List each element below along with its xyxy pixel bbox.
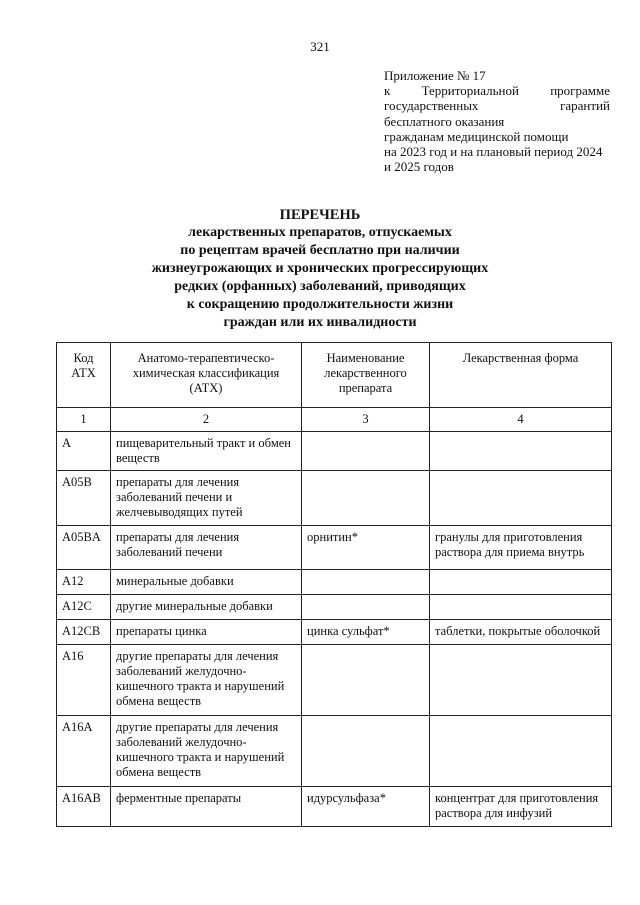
cell-code: A16A	[57, 716, 111, 787]
header-atc-code: Код АТХ	[57, 343, 111, 408]
cell-atc: другие минеральные добавки	[111, 595, 302, 620]
cell-atc: минеральные добавки	[111, 570, 302, 595]
column-number: 1	[57, 408, 111, 432]
cell-code: A16AB	[57, 787, 111, 827]
cell-form	[430, 595, 612, 620]
cell-form	[430, 645, 612, 716]
column-number-row	[57, 408, 612, 432]
cell-form	[430, 432, 612, 471]
cell-code: A12	[57, 570, 111, 595]
cell-form: таблетки, покрытые оболочкой	[430, 620, 612, 645]
title-line: к сокращению продолжительности жизни	[186, 297, 454, 312]
table-row	[57, 471, 612, 526]
cell-drug: идурсульфаза*	[302, 787, 430, 827]
appendix-line: гражданам медицинской помощи	[384, 128, 569, 144]
document-title	[0, 206, 640, 332]
cell-atc: препараты для лечения заболеваний печени и желчевыводящих путей	[111, 471, 302, 526]
title-line: граждан или их инвалидности	[223, 315, 417, 330]
table-row	[57, 595, 612, 620]
cell-drug	[302, 716, 430, 787]
cell-atc: ферментные препараты	[111, 787, 302, 827]
cell-code: A16	[57, 645, 111, 716]
cell-drug	[302, 570, 430, 595]
appendix-title: Приложение № 17	[384, 68, 486, 83]
cell-code: A12C	[57, 595, 111, 620]
cell-form	[430, 570, 612, 595]
table-row	[57, 620, 612, 645]
header-drug-name: Наименование лекарственного препарата	[302, 343, 430, 408]
cell-drug	[302, 432, 430, 471]
header-atc-classification: Анатомо-терапевтическо-химическая классификация (АТХ)	[111, 343, 302, 408]
drug-list-table	[56, 342, 612, 827]
cell-atc: другие препараты для лечения заболеваний желудочно-кишечного тракта и нарушений обмена веществ	[111, 645, 302, 716]
header-dosage-form: Лекарственная форма	[430, 343, 612, 408]
title-line: жизнеугрожающих и хронических прогрессирующих	[151, 261, 489, 276]
cell-drug	[302, 471, 430, 526]
cell-form: концентрат для приготовления раствора для инфузий	[430, 787, 612, 827]
table-row	[57, 432, 612, 471]
appendix-line: и 2025 годов	[384, 159, 454, 175]
title-line: редких (орфанных) заболеваний, приводящих	[174, 279, 466, 294]
cell-code: A05BA	[57, 526, 111, 570]
appendix-line: государственных гарантий	[384, 98, 610, 114]
cell-code: A12CB	[57, 620, 111, 645]
column-number: 3	[302, 408, 430, 432]
cell-drug: цинка сульфат*	[302, 620, 430, 645]
column-number: 2	[111, 408, 302, 432]
appendix-header	[384, 68, 610, 174]
cell-code: A05B	[57, 471, 111, 526]
page-number: 321	[310, 39, 330, 54]
table-row	[57, 526, 612, 570]
table-row	[57, 645, 612, 716]
appendix-line: на 2023 год и на плановый период 2024	[384, 144, 603, 160]
title-line: по рецептам врачей бесплатно при наличии	[180, 243, 460, 258]
cell-drug	[302, 595, 430, 620]
cell-form	[430, 716, 612, 787]
title-line: лекарственных препаратов, отпускаемых	[188, 225, 452, 240]
cell-form: гранулы для приготовления раствора для приема внутрь	[430, 526, 612, 570]
cell-drug	[302, 645, 430, 716]
column-number: 4	[430, 408, 612, 432]
appendix-line: бесплатного оказания	[384, 113, 505, 129]
cell-atc: другие препараты для лечения заболеваний желудочно-кишечного тракта и нарушений обмена веществ	[111, 716, 302, 787]
table-row	[57, 787, 612, 827]
table-row	[57, 570, 612, 595]
cell-drug: орнитин*	[302, 526, 430, 570]
table-header-row	[57, 343, 612, 408]
cell-form	[430, 471, 612, 526]
cell-code: A	[57, 432, 111, 471]
cell-atc: препараты для лечения заболеваний печени	[111, 526, 302, 570]
cell-atc: пищеварительный тракт и обмен веществ	[111, 432, 302, 471]
title-main: ПЕРЕЧЕНЬ	[279, 207, 361, 223]
cell-atc: препараты цинка	[111, 620, 302, 645]
appendix-line: к Территориальной программе	[384, 83, 610, 99]
table-row	[57, 716, 612, 787]
